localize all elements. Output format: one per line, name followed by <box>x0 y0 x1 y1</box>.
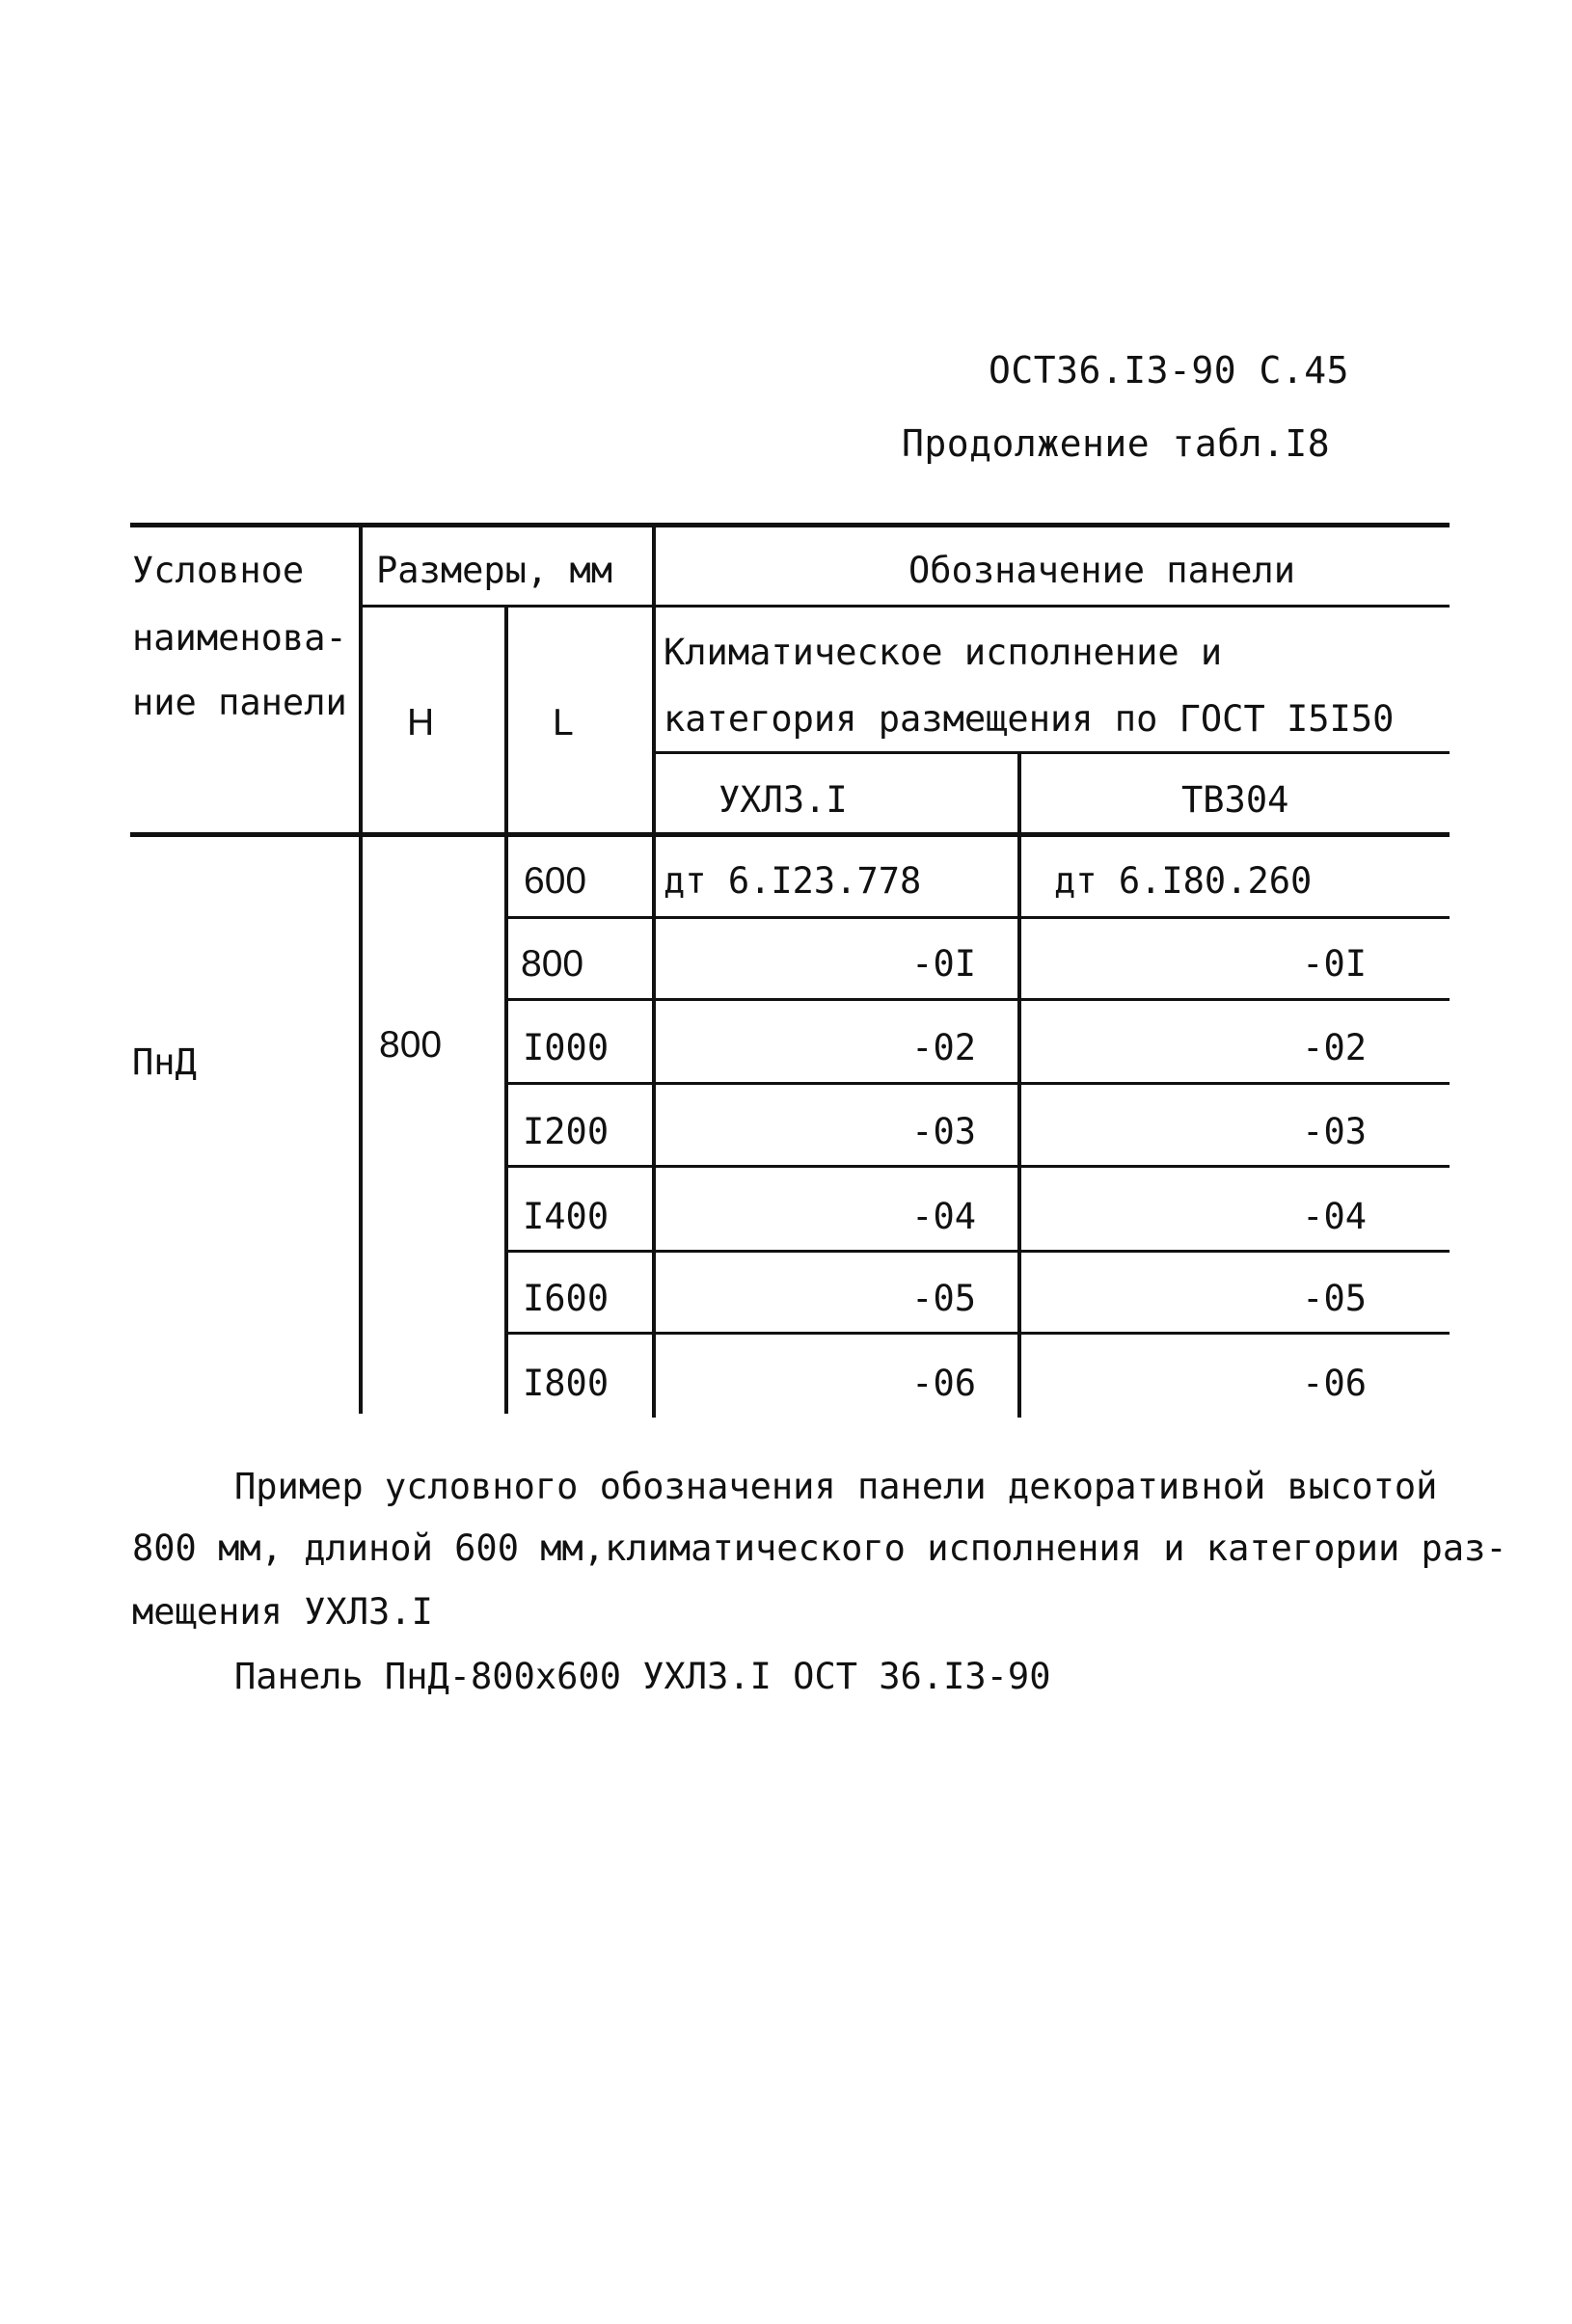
l-value-1400: I400 <box>523 1196 610 1237</box>
col-name-header-line-2: наименова- <box>132 617 347 659</box>
row-rule-5 <box>506 1250 1450 1253</box>
l-value-600: 600 <box>524 860 587 902</box>
header-bottom-rule <box>130 832 1450 837</box>
col-rule-1 <box>359 523 363 1414</box>
c2-row-800: -0I <box>1302 943 1367 985</box>
l-value-1000: I000 <box>523 1027 610 1068</box>
climate-header-line-2: категория размещения по ГОСТ I5I50 <box>664 698 1395 740</box>
row-rule-6 <box>506 1332 1450 1335</box>
c1-row-1400: -04 <box>911 1196 976 1237</box>
col-name-header-line-3: ние панели <box>132 682 347 723</box>
l-value-1600: I600 <box>523 1278 610 1319</box>
col-name-header-line-1: Условное <box>132 550 305 591</box>
c2-row-1200: -03 <box>1302 1111 1367 1152</box>
rule-under-designation <box>653 605 1450 608</box>
rule-under-climate <box>653 751 1450 754</box>
l-value-1800: I800 <box>523 1363 610 1404</box>
sub-col-1-header: УХЛЗ.I <box>718 779 848 821</box>
l-value-800: 800 <box>521 943 584 985</box>
c1-row-1800: -06 <box>911 1363 976 1404</box>
row-rule-3 <box>506 1082 1450 1085</box>
c1-row-1000: -02 <box>911 1027 976 1068</box>
c1-row-1200: -03 <box>911 1111 976 1152</box>
example-line-2: 800 мм, длиной 600 мм,климатического исполнения и категории раз- <box>132 1527 1507 1569</box>
c1-row-800: -0I <box>911 943 976 985</box>
row-rule-2 <box>506 998 1450 1001</box>
c1-row-600: дт 6.I23.778 <box>664 860 922 902</box>
sub-col-2-header: ТВ304 <box>1181 779 1289 821</box>
row-rule-4 <box>506 1165 1450 1168</box>
row-rule-1 <box>506 916 1450 919</box>
col-h-header: H <box>407 702 435 743</box>
table-top-rule <box>130 523 1450 527</box>
col-sizes-header: Размеры, мм <box>376 550 613 591</box>
c2-row-600: дт 6.I80.260 <box>1054 860 1313 902</box>
l-value-1200: I200 <box>523 1111 610 1152</box>
h-value: 800 <box>379 1024 443 1066</box>
example-line-4: Панель ПнД-800х600 УХЛЗ.I ОСТ 36.I3-90 <box>234 1656 1051 1697</box>
document-code: ОСТ36.I3-90 С.45 <box>989 349 1350 392</box>
c2-row-1600: -05 <box>1302 1278 1367 1319</box>
c1-row-1600: -05 <box>911 1278 976 1319</box>
climate-header-line-1: Климатическое исполнение и <box>664 632 1223 673</box>
col-designation-header: Обозначение панели <box>908 550 1295 591</box>
col-rule-3 <box>652 523 656 1418</box>
panel-name: ПнД <box>132 1041 197 1083</box>
c2-row-1800: -06 <box>1302 1363 1367 1404</box>
col-l-header: L <box>553 702 574 743</box>
col-rule-2 <box>504 605 508 1414</box>
c2-row-1400: -04 <box>1302 1196 1367 1237</box>
example-line-3: мещения УХЛЗ.I <box>132 1591 433 1633</box>
table-continuation-label: Продолжение табл.I8 <box>902 422 1331 465</box>
c2-row-1000: -02 <box>1302 1027 1367 1068</box>
example-line-1: Пример условного обозначения панели декоративной высотой <box>234 1466 1438 1507</box>
col-rule-4 <box>1017 751 1021 1418</box>
